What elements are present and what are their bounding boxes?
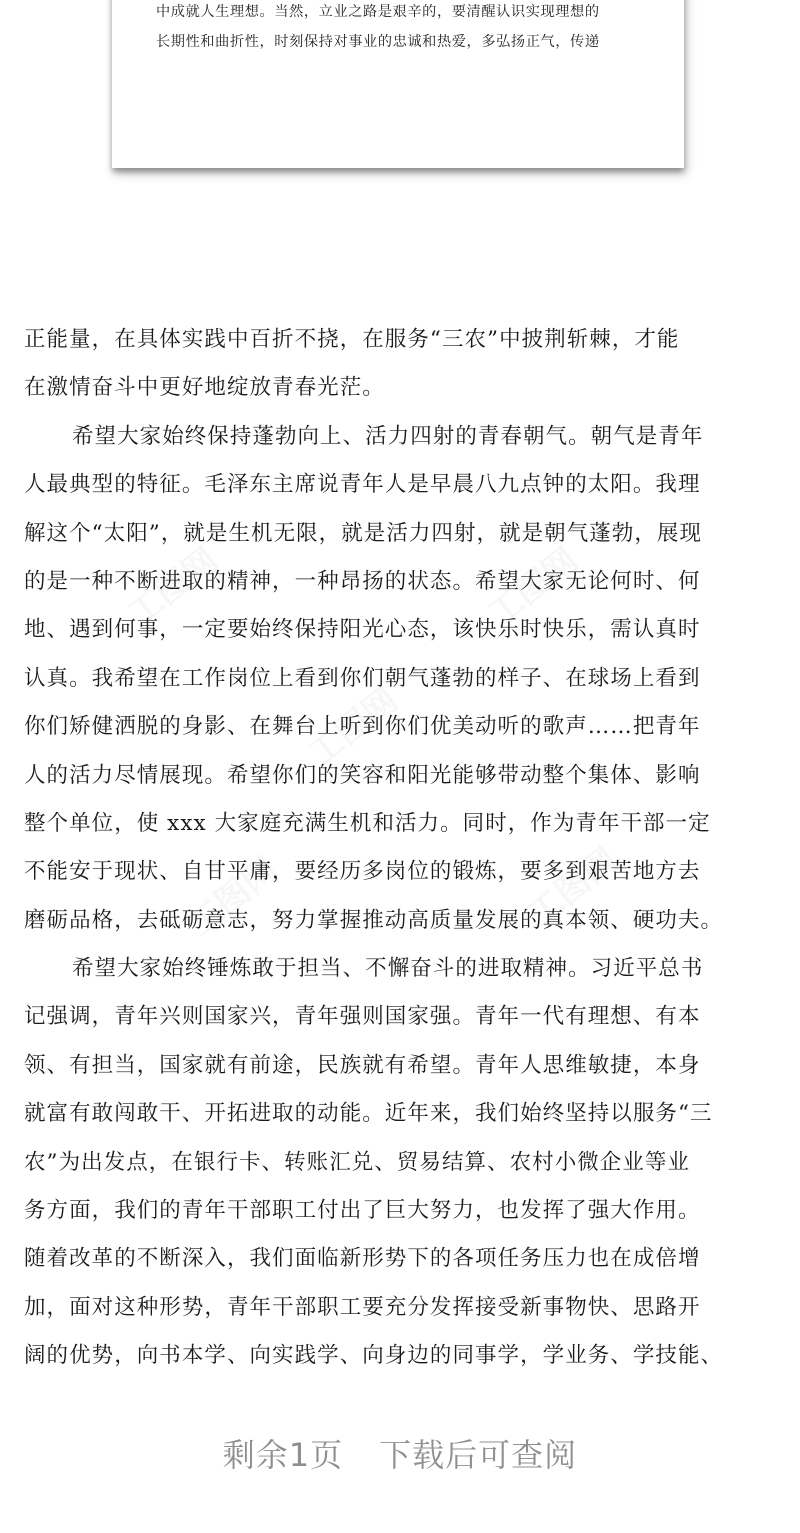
text-line: 磨砺品格，去砥砺意志，努力掌握推动高质量发展的真本领、硬功夫。	[24, 907, 724, 933]
text-line: 地、遇到何事，一定要始终保持阳光心态，该快乐时快乐，需认真时	[24, 617, 701, 643]
text-line: 加，面对这种形势，青年干部职工要充分发挥接受新事物快、思路开	[24, 1294, 701, 1320]
text-line: 随着改革的不断深入，我们面临新形势下的各项任务压力也在成倍增	[24, 1246, 701, 1272]
text-line: 你们矫健洒脱的身影、在舞台上听到你们优美动听的歌声……把青年	[24, 714, 701, 740]
text-line: 认真。我希望在工作岗位上看到你们朝气蓬勃的样子、在球场上看到	[24, 665, 701, 691]
text-line: 整个单位，使 xxx 大家庭充满生机和活力。同时，作为青年干部一定	[24, 810, 711, 836]
text-line: 记强调，青年兴则国家兴，青年强则国家强。青年一代有理想、有本	[24, 1004, 701, 1030]
text-line: 务方面，我们的青年干部职工付出了巨大努力，也发挥了强大作用。	[24, 1198, 701, 1224]
paragraph-start: 希望大家始终锤炼敢于担当、不懈奋斗的进取精神。习近平总书	[72, 956, 704, 982]
text-line: 正能量，在具体实践中百折不挠，在服务“三农”中披荆斩棘，才能	[24, 327, 680, 352]
preview-line: 中成就人生理想。当然，立业之路是艰辛的，要清醒认识实现理想的	[156, 4, 600, 20]
text-line: 在激情奋斗中更好地绽放青春光茫。	[24, 375, 385, 401]
download-to-view-label[interactable]: 下载后可查阅	[379, 1436, 578, 1474]
text-line: 人最典型的特征。毛泽东主席说青年人是早晨八九点钟的太阳。我理	[24, 472, 701, 498]
text-line: 解这个“太阳”，就是生机无限，就是活力四射，就是朝气蓬勃，展现	[24, 520, 703, 546]
preview-page-card	[112, 0, 684, 168]
remaining-pages-label: 剩余1页	[222, 1436, 344, 1474]
paragraph-start: 希望大家始终保持蓬勃向上、活力四射的青春朝气。朝气是青年	[72, 423, 704, 449]
document-body	[24, 316, 778, 1381]
text-line: 的是一种不断进取的精神，一种昂扬的状态。希望大家无论何时、何	[24, 568, 701, 594]
preview-line: 长期性和曲折性，时刻保持对事业的忠诚和热爱，多弘扬正气，传递	[156, 34, 600, 50]
text-line: 就富有敢闯敢干、开拓进取的动能。近年来，我们始终坚持以服务“三	[24, 1101, 713, 1127]
text-line: 阔的优势，向书本学、向实践学、向身边的同事学，学业务、学技能、	[24, 1343, 724, 1369]
text-line: 农”为出发点，在银行卡、转账汇兑、贸易结算、农村小微企业等业	[24, 1149, 690, 1175]
text-line: 人的活力尽情展现。希望你们的笑容和阳光能够带动整个集体、影响	[24, 762, 701, 788]
download-prompt[interactable]	[0, 1430, 800, 1476]
text-line: 不能安于现状、自甘平庸，要经历多岗位的锻炼，要多到艰苦地方去	[24, 859, 701, 885]
text-line: 领、有担当，国家就有前途，民族就有希望。青年人思维敏捷，本身	[24, 1052, 701, 1078]
